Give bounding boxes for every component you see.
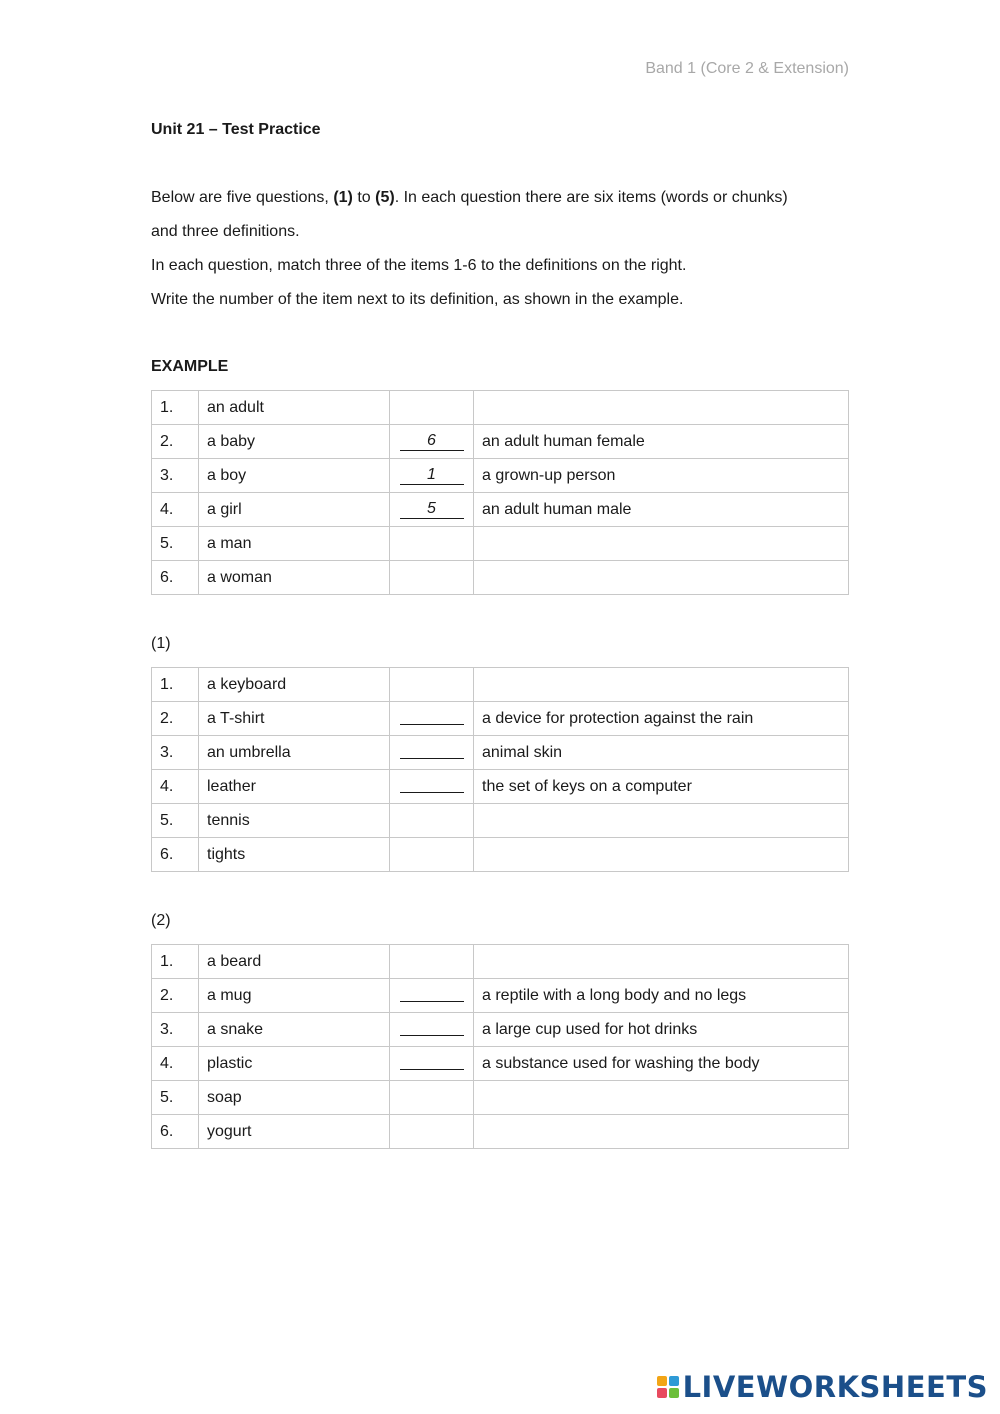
table-row	[152, 459, 849, 493]
answer-blank: 1	[400, 467, 464, 485]
answer-cell	[390, 391, 474, 425]
item-word: a man	[199, 527, 390, 561]
table-row	[152, 702, 849, 736]
item-number: 4.	[152, 1047, 199, 1081]
answer-cell	[390, 493, 474, 527]
definition	[474, 668, 849, 702]
definition	[474, 1081, 849, 1115]
question-1-table	[151, 667, 849, 872]
example-table	[151, 390, 849, 595]
definition: a substance used for washing the body	[474, 1047, 849, 1081]
definition	[474, 561, 849, 595]
definition: a reptile with a long body and no legs	[474, 979, 849, 1013]
item-number: 3.	[152, 736, 199, 770]
answer-blank: 6	[400, 433, 464, 451]
item-number: 6.	[152, 561, 199, 595]
liveworksheets-logo-icon	[657, 1376, 679, 1398]
table-row	[152, 561, 849, 595]
instruction-line-4: Write the number of the item next to its definition, as shown in the example.	[151, 291, 684, 308]
definition	[474, 1115, 849, 1149]
item-word: a T-shirt	[199, 702, 390, 736]
definition	[474, 838, 849, 872]
answer-cell	[390, 668, 474, 702]
answer-blank[interactable]	[400, 775, 464, 793]
item-number: 3.	[152, 1013, 199, 1047]
answer-blank: 5	[400, 501, 464, 519]
answer-cell	[390, 425, 474, 459]
item-number: 2.	[152, 425, 199, 459]
item-word: tennis	[199, 804, 390, 838]
definition: an adult human female	[474, 425, 849, 459]
definition	[474, 527, 849, 561]
table-row	[152, 736, 849, 770]
item-number: 5.	[152, 527, 199, 561]
logo-text: LIVEWORKSHEETS	[682, 1370, 988, 1404]
item-number: 6.	[152, 1115, 199, 1149]
item-word: a baby	[199, 425, 390, 459]
item-word: a mug	[199, 979, 390, 1013]
table-row	[152, 1081, 849, 1115]
answer-blank[interactable]	[400, 707, 464, 725]
item-word: a woman	[199, 561, 390, 595]
answer-cell	[390, 1115, 474, 1149]
item-number: 2.	[152, 702, 199, 736]
unit-title: Unit 21 – Test Practice	[151, 121, 321, 138]
definition	[474, 945, 849, 979]
answer-cell	[390, 527, 474, 561]
instructions	[151, 181, 851, 317]
answer-cell	[390, 561, 474, 595]
example-label: EXAMPLE	[151, 358, 229, 375]
answer-cell	[390, 838, 474, 872]
item-word: leather	[199, 770, 390, 804]
table-row	[152, 1013, 849, 1047]
item-number: 1.	[152, 945, 199, 979]
answer-cell	[390, 945, 474, 979]
answer-cell	[390, 1081, 474, 1115]
item-word: tights	[199, 838, 390, 872]
instruction-line-2: and three definitions.	[151, 223, 300, 240]
instruction-line-3: In each question, match three of the items 1-6 to the definitions on the right.	[151, 257, 687, 274]
table-row	[152, 979, 849, 1013]
liveworksheets-logo	[657, 1370, 988, 1404]
answer-cell	[390, 1047, 474, 1081]
definition: a large cup used for hot drinks	[474, 1013, 849, 1047]
definition	[474, 391, 849, 425]
item-number: 2.	[152, 979, 199, 1013]
item-word: a snake	[199, 1013, 390, 1047]
item-word: yogurt	[199, 1115, 390, 1149]
item-number: 3.	[152, 459, 199, 493]
answer-blank[interactable]	[400, 741, 464, 759]
answer-blank[interactable]	[400, 1052, 464, 1070]
answer-blank[interactable]	[400, 1018, 464, 1036]
item-word: an umbrella	[199, 736, 390, 770]
item-number: 5.	[152, 804, 199, 838]
item-number: 5.	[152, 1081, 199, 1115]
table-row	[152, 804, 849, 838]
instruction-line-1: Below are five questions, (1) to (5). In each question there are six items (words or chunks)	[151, 189, 788, 206]
table-row	[152, 493, 849, 527]
item-number: 4.	[152, 770, 199, 804]
question-2-label: (2)	[151, 912, 171, 929]
table-row	[152, 391, 849, 425]
table-row	[152, 838, 849, 872]
answer-cell	[390, 702, 474, 736]
definition: a device for protection against the rain	[474, 702, 849, 736]
item-word: plastic	[199, 1047, 390, 1081]
item-number: 1.	[152, 668, 199, 702]
item-word: a keyboard	[199, 668, 390, 702]
item-word: a girl	[199, 493, 390, 527]
item-number: 1.	[152, 391, 199, 425]
table-row	[152, 770, 849, 804]
table-row	[152, 1047, 849, 1081]
answer-cell	[390, 459, 474, 493]
item-number: 6.	[152, 838, 199, 872]
answer-blank[interactable]	[400, 984, 464, 1002]
item-word: a boy	[199, 459, 390, 493]
answer-cell	[390, 1013, 474, 1047]
definition: the set of keys on a computer	[474, 770, 849, 804]
item-number: 4.	[152, 493, 199, 527]
definition: a grown-up person	[474, 459, 849, 493]
table-row	[152, 945, 849, 979]
definition: animal skin	[474, 736, 849, 770]
item-word: a beard	[199, 945, 390, 979]
answer-cell	[390, 804, 474, 838]
answer-cell	[390, 979, 474, 1013]
table-row	[152, 668, 849, 702]
definition	[474, 804, 849, 838]
item-word: soap	[199, 1081, 390, 1115]
table-row	[152, 425, 849, 459]
item-word: an adult	[199, 391, 390, 425]
answer-cell	[390, 736, 474, 770]
question-2-table	[151, 944, 849, 1149]
definition: an adult human male	[474, 493, 849, 527]
question-1-label: (1)	[151, 635, 171, 652]
table-row	[152, 1115, 849, 1149]
header-band: Band 1 (Core 2 & Extension)	[645, 60, 849, 77]
table-row	[152, 527, 849, 561]
answer-cell	[390, 770, 474, 804]
